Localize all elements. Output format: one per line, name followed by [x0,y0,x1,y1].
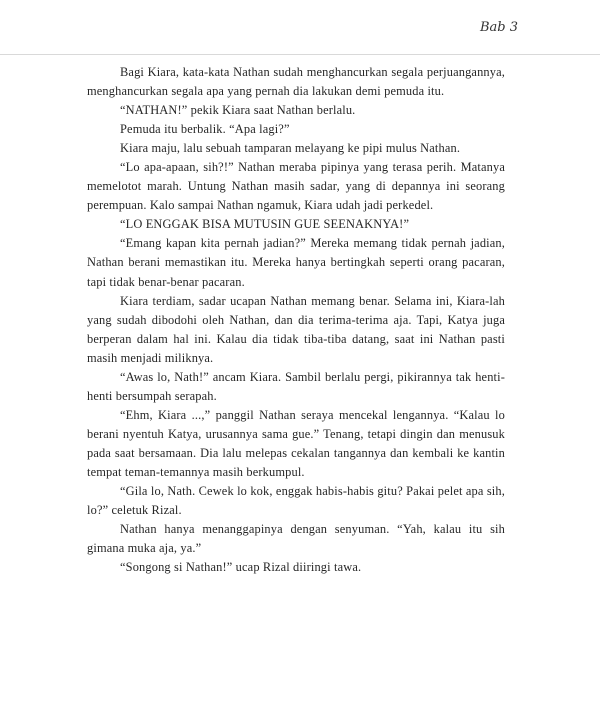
paragraph: Kiara terdiam, sadar ucapan Nathan memang benar. Selama ini, Kiara-lah yang sudah dibodohi oleh Nathan, dan dia terima-terima aja. Tapi, Katya juga berperan dalam hal ini. Kalau dia tidak tiba-tiba datang, saat ini Nathan pasti masih menjadi miliknya. [87,293,505,365]
paragraph: “NATHAN!” pekik Kiara saat Nathan berlalu. [120,103,356,118]
paragraph: Nathan hanya menanggapinya dengan senyuman. “Yah, kalau itu sih gimana muka aja, ya.” [87,522,505,556]
paragraph: “Emang kapan kita pernah jadian?” Mereka memang tidak pernah jadian, Nathan berani memastikan itu. Mereka hanya bertingkah seperti orang pacaran, tapi tidak benar-benar pacaran. [87,236,505,289]
paragraph: “Songong si Nathan!” ucap Rizal diiringi tawa. [120,560,362,575]
paragraph: “LO ENGGAK BISA MUTUSIN GUE SEENAKNYA!” [120,217,410,232]
paragraph: “Lo apa-apaan, sih?!” Nathan meraba pipinya yang terasa perih. Matanya memelotot marah. Untung Nathan masih sadar, yang di depannya ini seorang perempuan. Kalo sampai Nathan ngamuk, Kiara udah jadi perkedel. [87,160,505,213]
paragraph: Kiara maju, lalu sebuah tamparan melayang ke pipi mulus Nathan. [120,141,461,156]
paragraph: “Awas lo, Nath!” ancam Kiara. Sambil berlalu pergi, pikirannya tak henti-henti bersumpah serapah. [87,369,505,403]
paragraph: “Ehm, Kiara ...,” panggil Nathan seraya mencekal lengannya. “Kalau lo berani nyentuh Katya, urusannya sama gue.” Tenang, tetapi dingin dan menusuk pada saat bersamaan. Dia lalu melepas cekalan tangannya dan kembali ke kantin tempat teman-temannya masih berkumpul. [87,407,505,479]
header-divider [0,54,600,55]
paragraph: Pemuda itu berbalik. “Apa lagi?” [120,122,290,137]
chapter-body [87,63,505,577]
chapter-header: Bab 3 [479,20,518,35]
paragraph: “Gila lo, Nath. Cewek lo kok, enggak habis-habis gitu? Pakai pelet apa sih, lo?” celetuk Rizal. [87,484,505,518]
paragraph: Bagi Kiara, kata-kata Nathan sudah menghancurkan segala perjuangannya, menghancurkan segala apa yang pernah dia lakukan demi pemuda itu. [87,65,505,99]
